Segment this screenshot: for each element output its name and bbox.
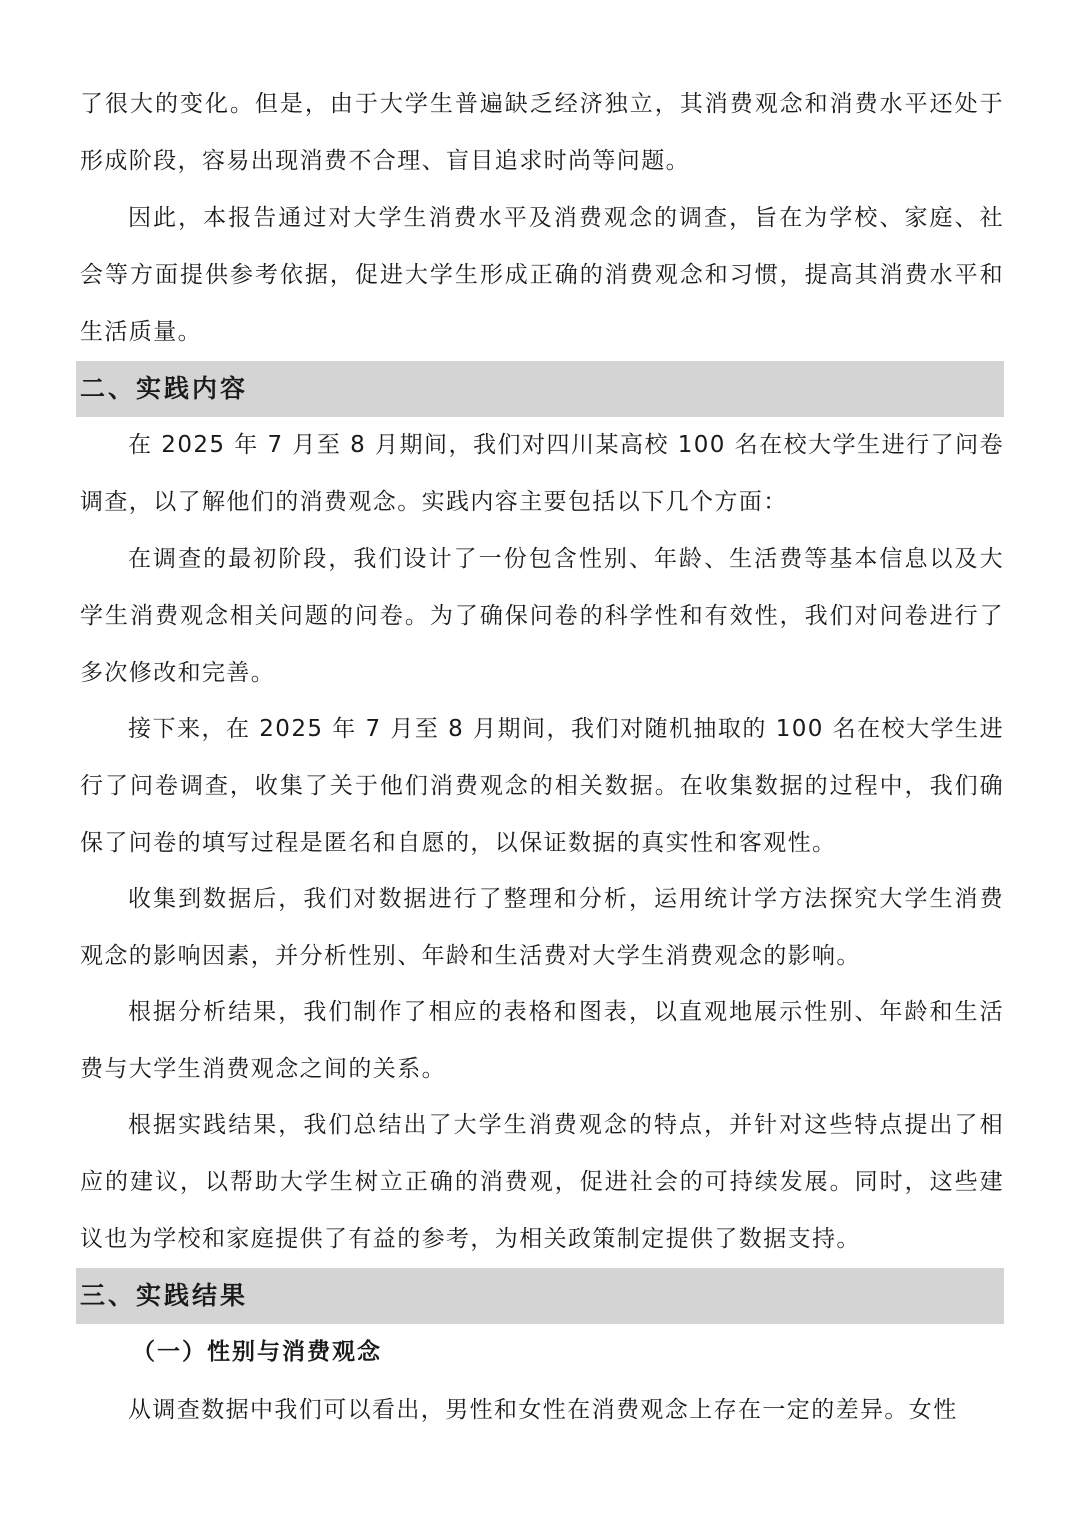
subheading-gender-consumption: （一）性别与消费观念	[132, 1339, 382, 1365]
section2-paragraph-4: 收集到数据后，我们对数据进行了整理和分析，运用统计学方法探究大学生消费观念的影响因素，并分析性别、年龄和生活费对大学生消费观念的影响。	[80, 886, 1004, 969]
section-heading-practice-results: 三、实践结果	[76, 1268, 1004, 1324]
section3-paragraph-1: 从调查数据中我们可以看出，男性和女性在消费观念上存在一定的差异。女性	[128, 1397, 958, 1423]
section2-paragraph-6: 根据实践结果，我们总结出了大学生消费观念的特点，并针对这些特点提出了相应的建议，以帮助大学生树立正确的消费观，促进社会的可持续发展。同时，这些建议也为学校和家庭提供了有益的参考，为相关政策制定提供了数据支持。	[80, 1112, 1004, 1252]
section-heading-practice-content: 二、实践内容	[76, 361, 1004, 417]
section2-paragraph-5: 根据分析结果，我们制作了相应的表格和图表，以直观地展示性别、年龄和生活费与大学生消费观念之间的关系。	[80, 999, 1004, 1082]
section2-paragraph-1: 在 2025 年 7 月至 8 月期间，我们对四川某高校 100 名在校大学生进行了问卷调查，以了解他们的消费观念。实践内容主要包括以下几个方面：	[80, 432, 1004, 515]
intro-paragraph-1: 了很大的变化。但是，由于大学生普遍缺乏经济独立，其消费观念和消费水平还处于形成阶段，容易出现消费不合理、盲目追求时尚等问题。	[80, 91, 1004, 174]
section2-paragraph-3: 接下来，在 2025 年 7 月至 8 月期间，我们对随机抽取的 100 名在校大学生进行了问卷调查，收集了关于他们消费观念的相关数据。在收集数据的过程中，我们确保了问卷的填写过程是匿名和自愿的，以保证数据的真实性和客观性。	[80, 716, 1004, 856]
intro-paragraph-2: 因此，本报告通过对大学生消费水平及消费观念的调查，旨在为学校、家庭、社会等方面提供参考依据，促进大学生形成正确的消费观念和习惯，提高其消费水平和生活质量。	[80, 205, 1004, 345]
section2-paragraph-2: 在调查的最初阶段，我们设计了一份包含性别、年龄、生活费等基本信息以及大学生消费观念相关问题的问卷。为了确保问卷的科学性和有效性，我们对问卷进行了多次修改和完善。	[80, 546, 1004, 686]
